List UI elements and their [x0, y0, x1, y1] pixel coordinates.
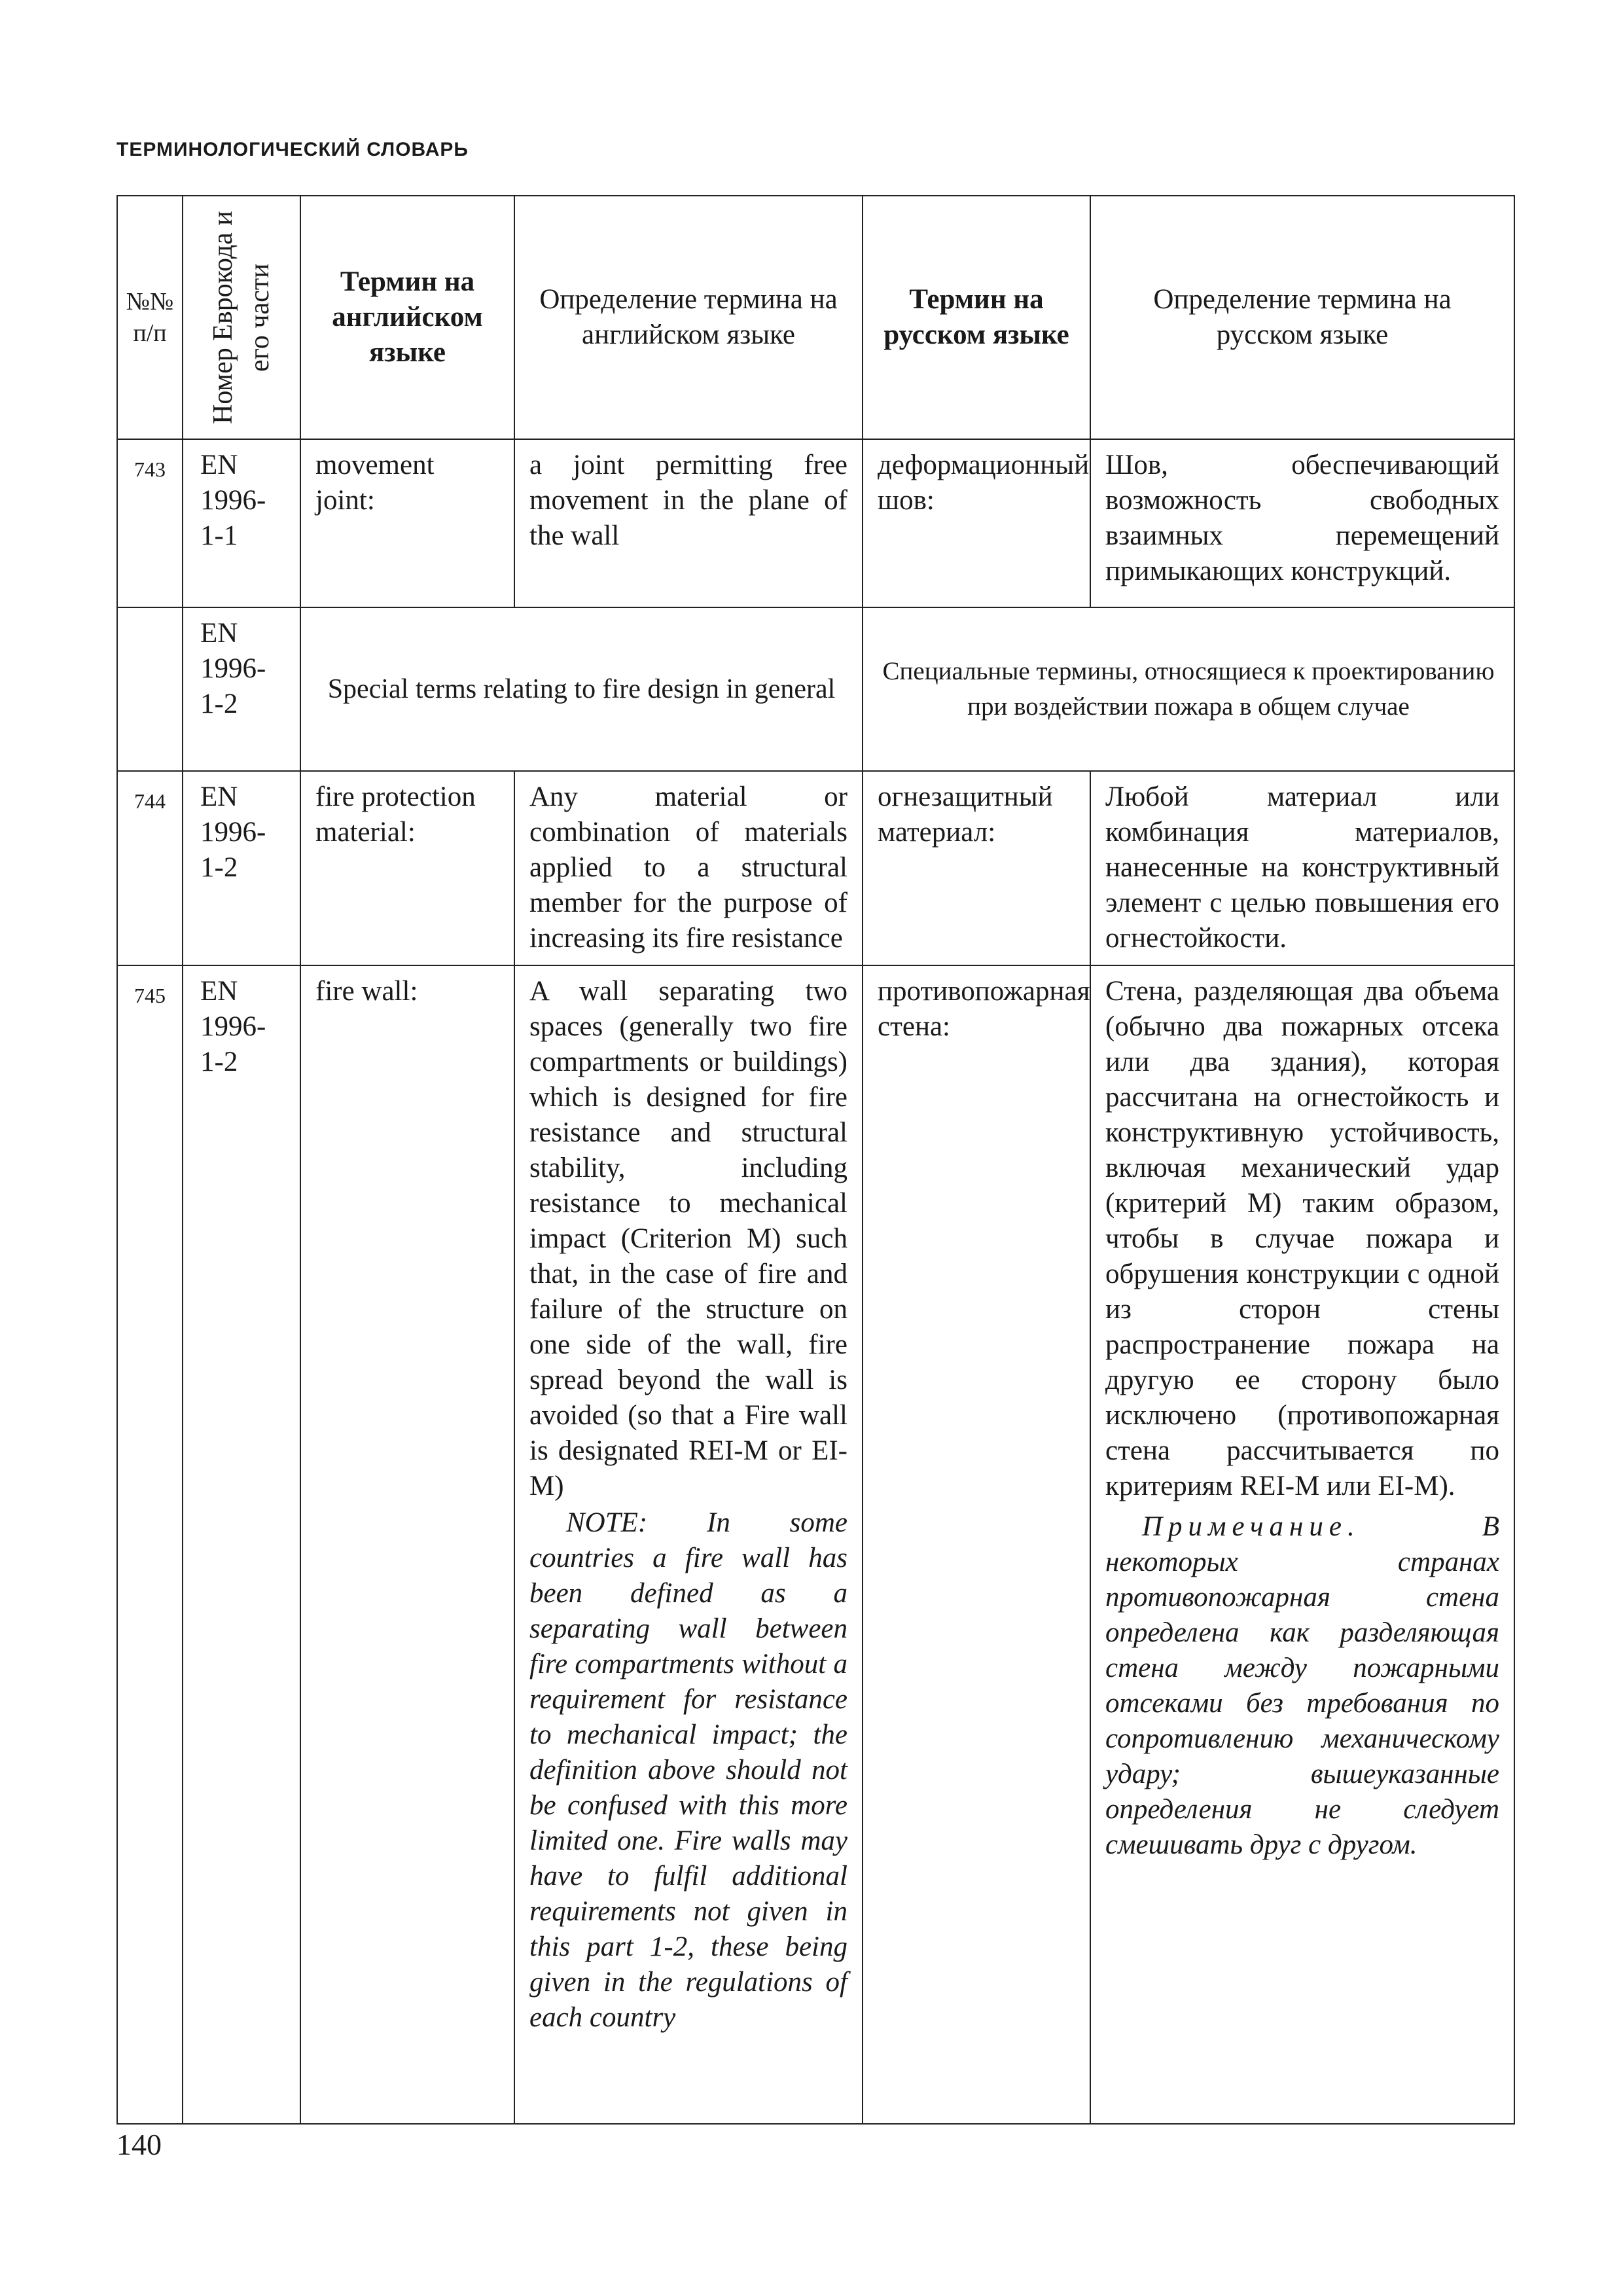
running-head: ТЕРМИНОЛОГИЧЕСКИЙ СЛОВАРЬ [116, 139, 469, 160]
table-section-row [117, 607, 1514, 771]
header-eurocode-text: Номер Еврокода и его части [208, 211, 275, 424]
entry-eurocode: EN 1996- 1-2 [183, 771, 300, 965]
header-english-term: Термин на английском языке [300, 196, 514, 439]
entry-english-term: fire wall: [300, 965, 514, 2124]
header-russian-term: Термин на русском языке [863, 196, 1090, 439]
table-row-743 [117, 439, 1514, 607]
entry-russian-term: противопожарная стена: [863, 965, 1090, 2124]
entry-english-term: movement joint: [300, 439, 514, 607]
section-title-russian: Специальные термины, относящиеся к проектированию при воздействии пожара в общем случае [863, 607, 1514, 771]
entry-english-term: fire protection material: [300, 771, 514, 965]
entry-eurocode: EN 1996- 1-2 [183, 965, 300, 2124]
entry-number: 743 [117, 439, 183, 607]
note-label: Примечание. [1142, 1511, 1361, 1542]
note-text: В некоторых странах противопожарная стена определена как разделяющая стена между пожарными отсеками без требования по сопротивлению механическому удару; вышеуказанные определения не следует смешивать друг с другом. [1105, 1511, 1499, 1860]
entry-russian-note [1105, 1509, 1499, 1863]
table-row-745 [117, 965, 1514, 2124]
section-title-english: Special terms relating to fire design in general [300, 607, 863, 771]
section-eurocode: EN 1996- 1-2 [183, 607, 300, 771]
entry-english-definition-cell [514, 965, 863, 2124]
header-eurocode [183, 196, 300, 439]
entry-russian-term: огнезащитный материал: [863, 771, 1090, 965]
section-number-empty [117, 607, 183, 771]
header-number: №№ п/п [117, 196, 183, 439]
page-number: 140 [116, 2128, 162, 2161]
entry-number: 745 [117, 965, 183, 2124]
entry-russian-term: деформационный шов: [863, 439, 1090, 607]
entry-russian-definition: Шов, обеспечивающий возможность свободных взаимных перемещений примыкающих конструкций. [1090, 439, 1514, 607]
entry-english-note: NOTE: In some countries a fire wall has been defined as a separating wall between fire compartments without a requirement for resistance to mechanical impact; the definition above should not be confused with this more limited one. Fire walls may have to fulfil additional requirements not given in this part 1-2, these being given in the regulations of each country [529, 1507, 847, 2033]
entry-english-definition: A wall separating two spaces (generally two fire compartments or buildings) which is designed for fire resistance and structural stability, including resistance to mechanical impact (Criterion M) such that, in the case of fire and failure of the structure on one side of the wall, fire spread beyond the wall is avoided (so that a Fire wall is designated REI-M or EI-M) [529, 976, 847, 1501]
header-english-definition: Определение термина на английском языке [514, 196, 863, 439]
entry-number: 744 [117, 771, 183, 965]
entry-english-definition: Any material or combination of materials applied to a structural member for the purpose of increasing its fire resistance [514, 771, 863, 965]
entry-english-definition: a joint permitting free movement in the plane of the wall [514, 439, 863, 607]
header-russian-definition: Определение термина на русском языке [1090, 196, 1514, 439]
entry-eurocode: EN 1996- 1-1 [183, 439, 300, 607]
entry-russian-definition: Стена, разделяющая два объема (обычно два пожарных отсека или два здания), которая рассчитана на огнестойкость и конструктивную устойчивость, включая механический удар (критерий М) таким образом, чтобы в случае пожара и обрушения конструкции с одной из сторон стены распространение пожара на другую ее сторону было исключено (противопожарная стена рассчитывается по критериям REI-M или EI-M). [1105, 976, 1499, 1501]
table-row-744 [117, 771, 1514, 965]
table-header-row [117, 196, 1514, 439]
entry-russian-definition: Любой материал или комбинация материалов, нанесенные на конструктивный элемент с целью повышения его огнестойкости. [1090, 771, 1514, 965]
entry-russian-definition-cell [1090, 965, 1514, 2124]
glossary-table [116, 195, 1515, 2125]
